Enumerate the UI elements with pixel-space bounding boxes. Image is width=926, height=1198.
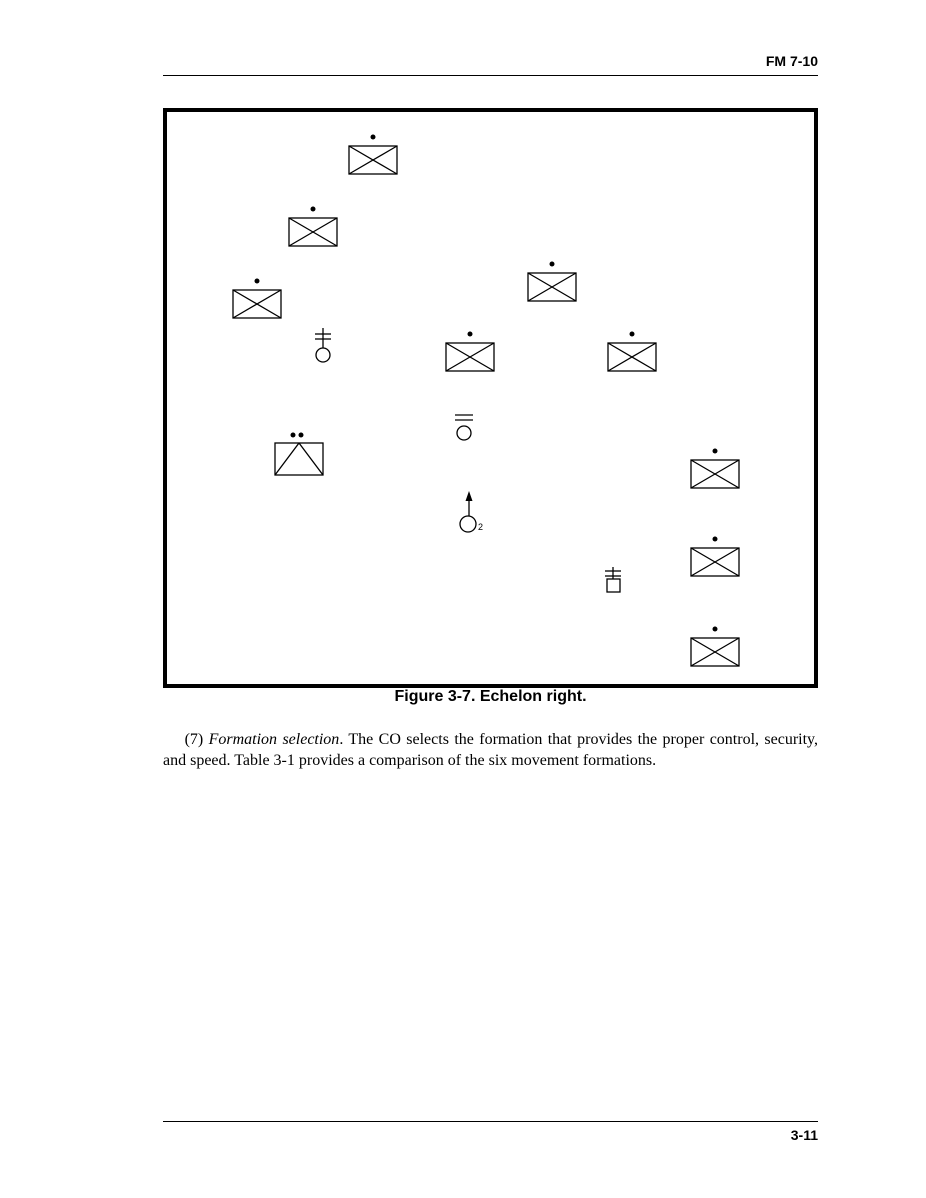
company-commander-symbol-icon [460, 491, 483, 532]
infantry-squad-symbol-icon [691, 449, 739, 489]
figure-frame [163, 108, 818, 688]
paragraph-text: . The CO selects the formation that provides the proper control, security, and speed. Table 3-1 provides a comparison of the six movement formations. [163, 731, 819, 769]
infantry-squad-symbol-icon [289, 207, 337, 247]
paragraph-number: (7) [184, 731, 204, 748]
infantry-squad-symbol-icon [446, 332, 494, 372]
company-commander-number: 2 [478, 522, 484, 532]
infantry-squad-symbol-icon [608, 332, 656, 372]
body-paragraph [163, 730, 818, 771]
figure-caption: Figure 3-7. Echelon right. [394, 688, 587, 705]
platoon-sergeant-symbol-icon [605, 567, 621, 592]
infantry-squad-symbol-icon [691, 627, 739, 667]
platoon-leader-symbol-icon [315, 328, 331, 362]
infantry-squad-symbol-icon [233, 279, 281, 319]
paragraph-title: Formation selection [208, 731, 340, 748]
executive-officer-symbol-icon [455, 415, 473, 440]
infantry-squad-symbol-icon [349, 135, 397, 175]
weapons-squad-symbol-icon [275, 433, 323, 476]
header-rule [163, 75, 818, 76]
infantry-squad-symbol-icon [528, 262, 576, 302]
footer-rule [163, 1121, 818, 1122]
page-number: 3-11 [790, 1127, 818, 1143]
header-label: FM 7-10 [765, 53, 818, 69]
infantry-squad-symbol-icon [691, 537, 739, 577]
figure-diagram [167, 112, 814, 684]
